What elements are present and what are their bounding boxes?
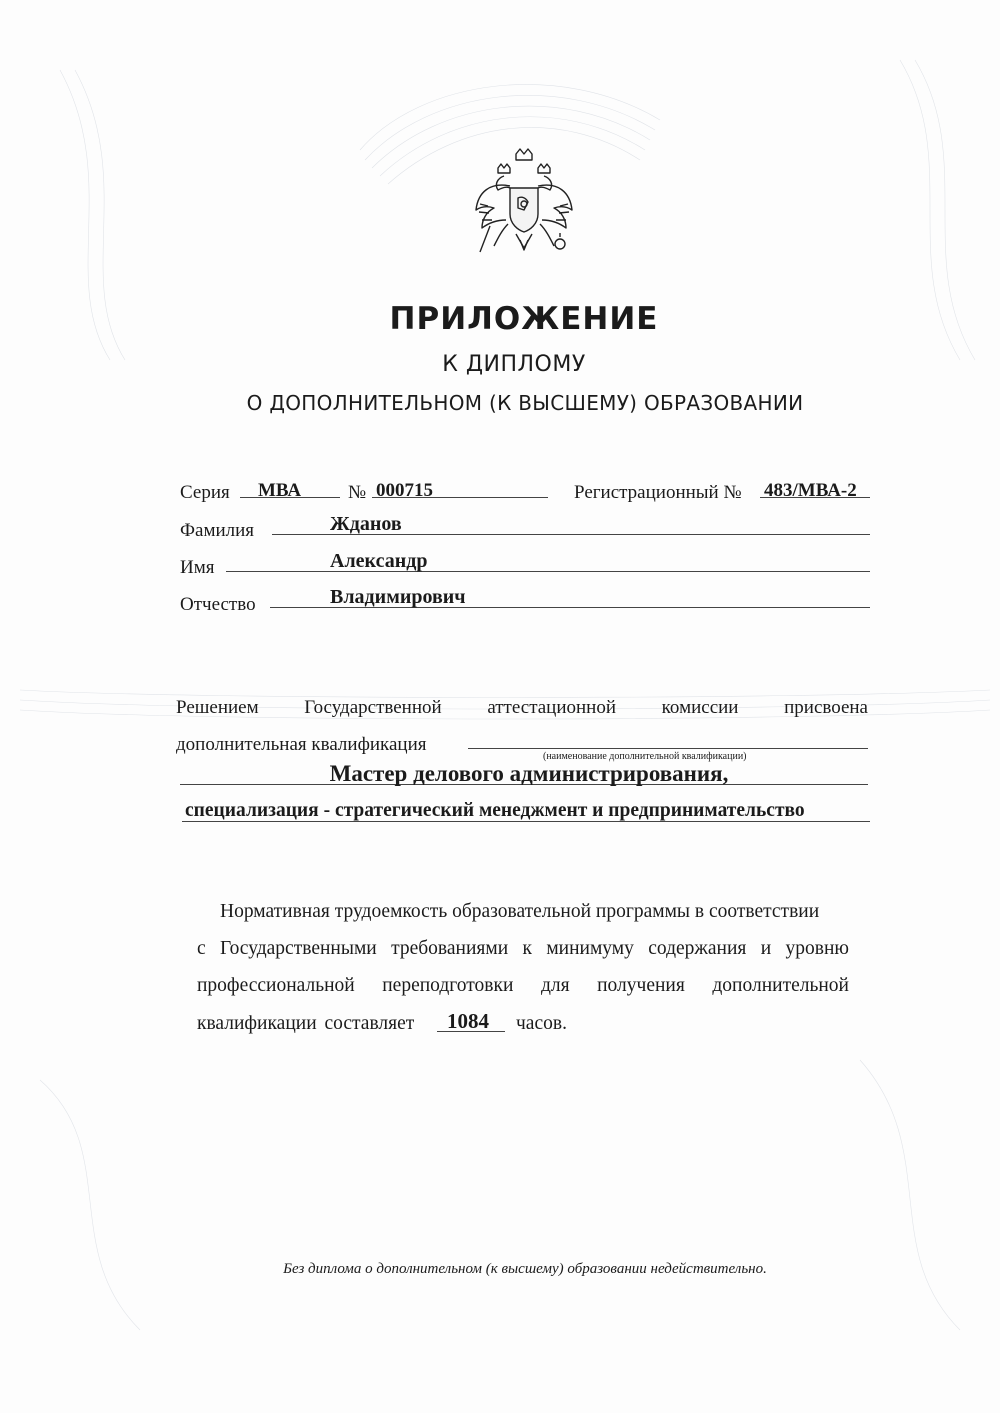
qualification-underline-top bbox=[468, 748, 868, 749]
registration-value: 483/МВА-2 bbox=[764, 480, 857, 501]
commission-decision-text: Решением Государственной аттестационной комиссии присвоена bbox=[176, 697, 868, 718]
number-value: 000715 bbox=[376, 480, 433, 501]
coat-of-arms-emblem bbox=[470, 148, 578, 260]
surname-value: Жданов bbox=[330, 513, 402, 535]
qualification-label: дополнительная квалификация bbox=[176, 734, 427, 755]
registration-label: Регистрационный № bbox=[574, 482, 742, 503]
patronymic-label: Отчество bbox=[180, 594, 256, 615]
document-subtitle-diploma: К ДИПЛОМУ bbox=[442, 352, 586, 377]
hours-value: 1084 bbox=[447, 1009, 489, 1033]
workload-line-4-prefix: квалификации составляет bbox=[197, 1013, 415, 1034]
workload-line-3: профессиональной переподготовки для получения дополнительной bbox=[197, 975, 849, 996]
number-label: № bbox=[348, 482, 367, 503]
qualification-value-2: специализация - стратегический менеджмент и предпринимательство bbox=[185, 800, 805, 821]
workload-line-2: с Государственными требованиями к минимуму содержания и уровню bbox=[197, 938, 849, 959]
document-title: ПРИЛОЖЕНИЕ bbox=[389, 301, 659, 337]
name-label: Имя bbox=[180, 557, 215, 578]
workload-line-4-suffix: часов. bbox=[516, 1013, 567, 1034]
series-label: Серия bbox=[180, 482, 230, 503]
workload-line-1: Нормативная трудоемкость образовательной программы в соответствии bbox=[220, 901, 820, 922]
series-value: МВА bbox=[258, 480, 302, 501]
name-underline bbox=[226, 571, 870, 572]
document-subtitle-education: О ДОПОЛНИТЕЛЬНОМ (К ВЫСШЕМУ) ОБРАЗОВАНИИ bbox=[246, 391, 804, 415]
patronymic-value: Владимирович bbox=[330, 586, 466, 608]
qualification-caption: (наименование дополнительной квалификации) bbox=[543, 751, 747, 762]
validity-footer-note: Без диплома о дополнительном (к высшему) образовании недействительно. bbox=[283, 1261, 767, 1277]
qualification-value-1: Мастер делового администрирования, bbox=[329, 761, 729, 786]
surname-label: Фамилия bbox=[180, 520, 255, 541]
name-value: Александр bbox=[330, 550, 428, 572]
